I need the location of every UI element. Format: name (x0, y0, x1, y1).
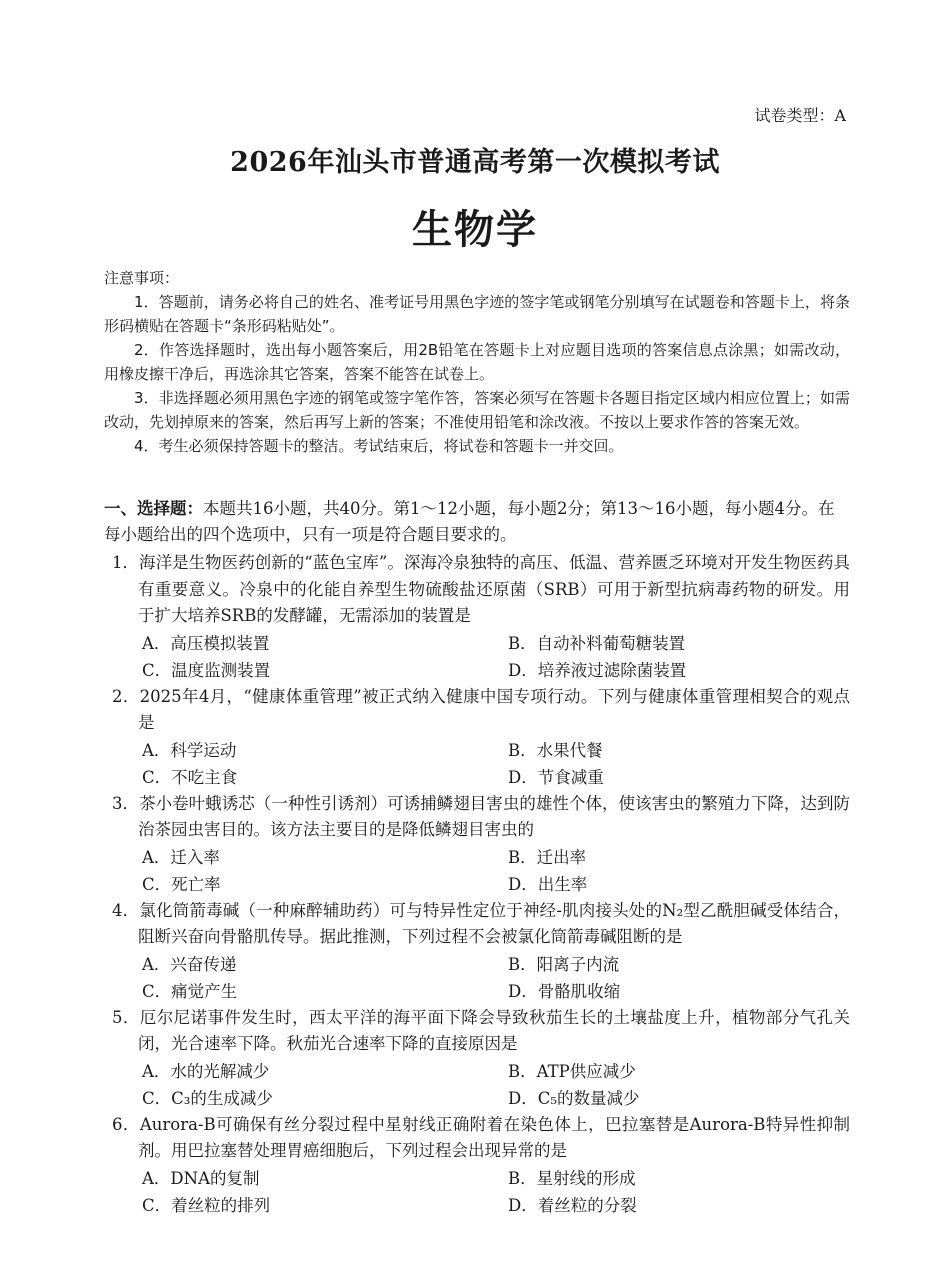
option-a: A．高压模拟装置 (142, 633, 270, 653)
note-item: 3．非选择题必须用黑色字迹的钢笔或签字笔作答，答案必须写在答题卡各题目指定区域内相应位置上；如需改动，先划掉原来的答案，然后再写上新的答案；不准使用铅笔和涂改液。不按以上要求作答的答案无效。 (104, 389, 850, 431)
option-d: D．骨骼肌收缩 (508, 981, 621, 1001)
option-b: B．迁出率 (508, 847, 587, 867)
question-3 (104, 791, 850, 898)
option-a: A．DNA的复制 (142, 1168, 260, 1188)
question-5 (104, 1005, 850, 1112)
notes-heading: 注意事项： (104, 269, 180, 287)
option-b: B．自动补料葡萄糖装置 (508, 633, 686, 653)
option-a: A．兴奋传递 (142, 954, 237, 974)
question-stem: 6．Aurora-B可确保有丝分裂过程中星射线正确附着在染色体上，巴拉塞替是Aurora-B特异性抑制剂。用巴拉塞替处理胃癌细胞后，下列过程会出现异常的是 (112, 1114, 850, 1160)
question-stem: 3．茶小卷叶蛾诱芯（一种性引诱剂）可诱捕鳞翅目害虫的雄性个体，使该害虫的繁殖力下降，达到防治茶园虫害目的。该方法主要目的是降低鳞翅目害虫的 (112, 793, 850, 839)
option-grid (104, 1058, 850, 1112)
option-b: B．星射线的形成 (508, 1168, 636, 1188)
note-item: 4．考生必须保持答题卡的整洁。考试结束后，将试卷和答题卡一并交回。 (134, 437, 624, 455)
section-description: 本题共16小题，共40分。第1～12小题，每小题2分；第13～16小题，每小题4分。在每小题给出的四个选项中，只有一项是符合题目要求的。 (104, 499, 835, 544)
option-grid (104, 737, 850, 791)
option-grid (104, 844, 850, 898)
option-grid (104, 1165, 850, 1219)
option-d: D．节食减重 (508, 767, 604, 787)
option-c: C．C₃的生成减少 (142, 1088, 273, 1108)
question-stem: 1．海洋是生物医药创新的“蓝色宝库”。深海冷泉独特的高压、低温、营养匮乏环境对开发生物医药具有重要意义。冷泉中的化能自养型生物硫酸盐还原菌（SRB）可用于新型抗病毒药物的研发。用于扩大培养SRB的发酵罐，无需添加的装置是 (112, 553, 850, 625)
option-a: A．迁入率 (142, 847, 220, 867)
option-d: D．培养液过滤除菌装置 (508, 660, 687, 680)
option-c: C．着丝粒的排列 (142, 1195, 271, 1215)
option-a: A．科学运动 (142, 740, 237, 760)
option-d: D．出生率 (508, 874, 588, 894)
question-6 (104, 1112, 850, 1219)
question-stem: 2．2025年4月，“健康体重管理”被正式纳入健康中国专项行动。下列与健康体重管理相契合的观点是 (112, 686, 850, 732)
question-2 (104, 684, 850, 791)
question-stem: 5．厄尔尼诺事件发生时，西太平洋的海平面下降会导致秋茄生长的土壤盐度上升，植物部分气孔关闭，光合速率下降。秋茄光合速率下降的直接原因是 (112, 1007, 850, 1053)
option-c: C．不吃主食 (142, 767, 238, 787)
section-heading (104, 496, 850, 548)
subject-title: 生物学 (412, 206, 538, 253)
note-item: 1．答题前，请务必将自己的姓名、准考证号用黑色字迹的签字笔或钢笔分别填写在试题卷和答题卡上，将条形码横贴在答题卡“条形码粘贴处”。 (104, 293, 850, 335)
question-stem: 4．氯化筒箭毒碱（一种麻醉辅助药）可与特异性定位于神经-肌肉接头处的N₂型乙酰胆碱受体结合，阻断兴奋向骨骼肌传导。据此推测，下列过程不会被氯化筒箭毒碱阻断的是 (112, 900, 850, 946)
question-4 (104, 898, 850, 1005)
option-d: D．C₅的数量减少 (508, 1088, 640, 1108)
paper-type-label: 试卷类型：A (754, 106, 846, 125)
option-grid (104, 951, 850, 1005)
option-c: C．痛觉产生 (142, 981, 238, 1001)
exam-title: 2026年汕头市普通高考第一次模拟考试 (230, 147, 720, 178)
section-label: 一、选择题： (104, 499, 203, 518)
question-1 (104, 550, 850, 684)
option-a: A．水的光解减少 (142, 1061, 270, 1081)
section-multiple-choice (104, 496, 850, 1219)
notes-block (104, 266, 850, 458)
note-item: 2．作答选择题时，选出每小题答案后，用2B铅笔在答题卡上对应题目选项的答案信息点涂黑；如需改动，用橡皮擦干净后，再选涂其它答案，答案不能答在试卷上。 (104, 341, 850, 383)
option-d: D．着丝粒的分裂 (508, 1195, 637, 1215)
option-c: C．温度监测装置 (142, 660, 271, 680)
option-grid (104, 630, 850, 684)
option-b: B．水果代餐 (508, 740, 603, 760)
option-b: B．ATP供应减少 (508, 1061, 636, 1081)
option-b: B．阳离子内流 (508, 954, 620, 974)
option-c: C．死亡率 (142, 874, 221, 894)
